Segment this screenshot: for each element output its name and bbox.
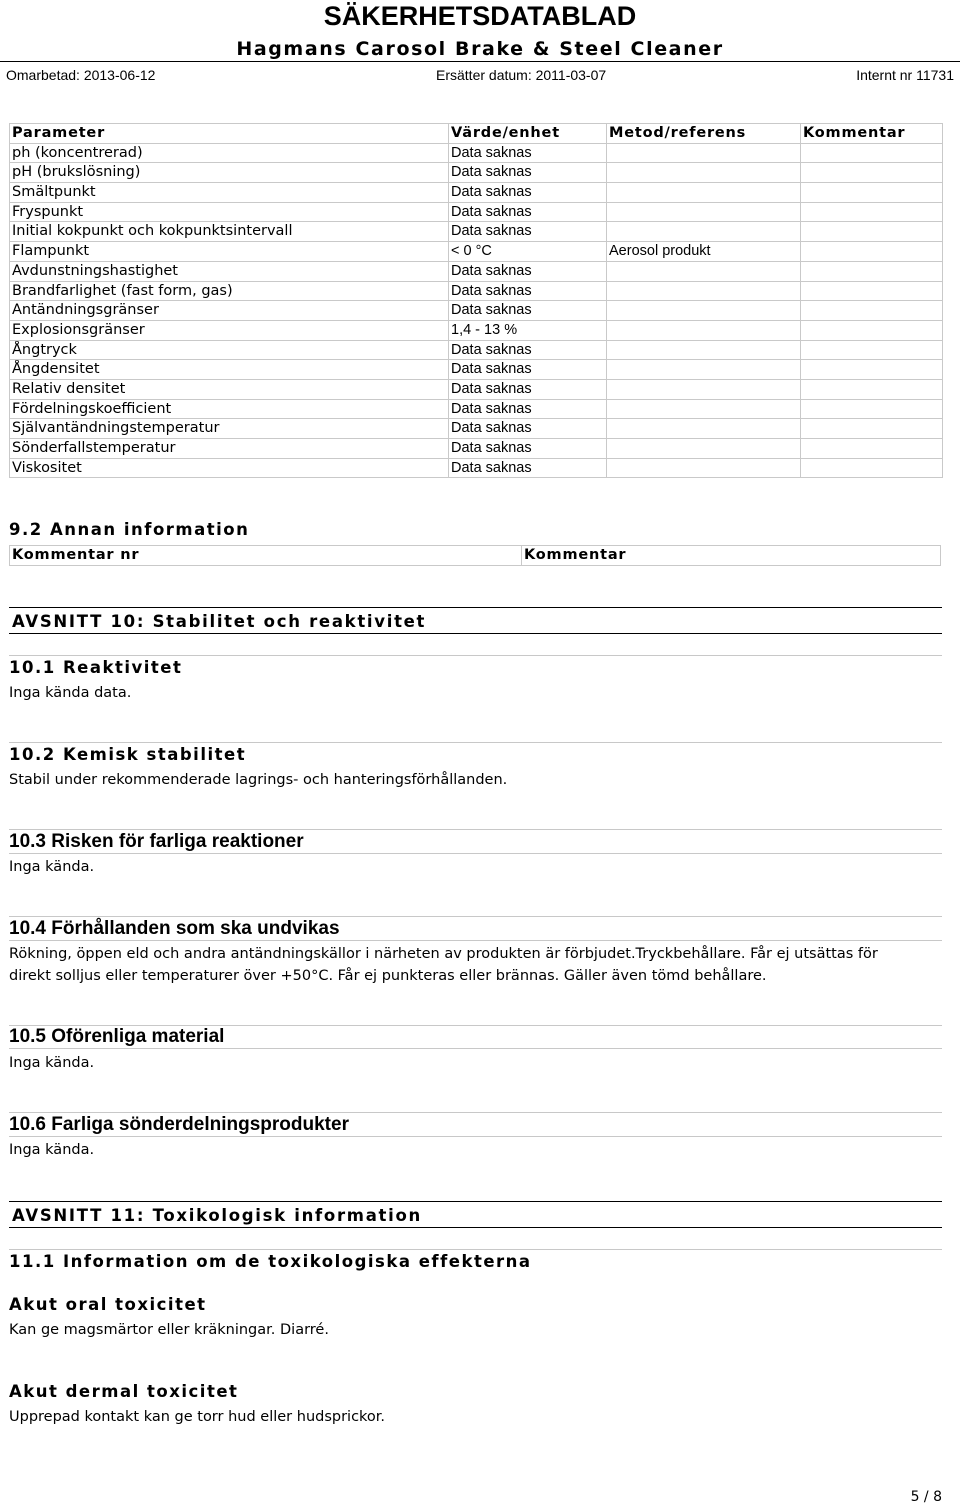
- section-11-top-rule: [9, 1201, 942, 1202]
- table-row: [10, 222, 943, 242]
- subsection-11-1-title: 11.1 Information om de toxikologiska effekterna: [9, 1252, 532, 1271]
- cell-value: Data saknas: [449, 163, 607, 183]
- cell-parameter: Smältpunkt: [10, 183, 449, 203]
- cell-method: [607, 379, 801, 399]
- subsection-underline: [9, 1048, 942, 1049]
- table-row: [10, 301, 943, 321]
- header-parameter: Parameter: [10, 124, 449, 144]
- cell-method: [607, 222, 801, 242]
- subsection-rule: [9, 1249, 942, 1250]
- cell-method: [607, 281, 801, 301]
- table-row: [10, 143, 943, 163]
- cell-comment: [801, 183, 943, 203]
- header-comment: Kommentar: [801, 124, 943, 144]
- internal-number: Internt nr 11731: [856, 67, 954, 83]
- cell-comment: [801, 419, 943, 439]
- subsection-10-4-text-line-2: direkt solljus eller temperaturer över +50°C. Får ej punkteras eller brännas. Gäller även tömd behållare.: [9, 968, 767, 984]
- cell-method: [607, 143, 801, 163]
- cell-value: < 0 °C: [449, 242, 607, 262]
- comment-table: [9, 545, 941, 566]
- table-row: [10, 379, 943, 399]
- header-value: Värde/enhet: [449, 124, 607, 144]
- header-divider: [0, 61, 960, 62]
- cell-value: Data saknas: [449, 222, 607, 242]
- cell-parameter: Ångdensitet: [10, 360, 449, 380]
- cell-comment: [801, 163, 943, 183]
- section-10-top-rule: [9, 607, 942, 608]
- revised-date: Omarbetad: 2013-06-12: [6, 67, 156, 83]
- table-row: [10, 163, 943, 183]
- cell-value: Data saknas: [449, 399, 607, 419]
- cell-method: [607, 301, 801, 321]
- cell-comment: [801, 458, 943, 478]
- section-10-bottom-rule: [9, 633, 942, 634]
- table-row: [10, 340, 943, 360]
- table-row: [10, 183, 943, 203]
- cell-method: [607, 439, 801, 459]
- table-row: [10, 399, 943, 419]
- table-row: [10, 202, 943, 222]
- cell-value: Data saknas: [449, 379, 607, 399]
- cell-parameter: Explosionsgränser: [10, 320, 449, 340]
- cell-parameter: Ångtryck: [10, 340, 449, 360]
- subsection-10-5-title: 10.5 Oförenliga material: [9, 1026, 225, 1047]
- cell-parameter: Flampunkt: [10, 242, 449, 262]
- table-row: [10, 439, 943, 459]
- cell-method: [607, 399, 801, 419]
- subsection-rule: [9, 829, 942, 830]
- product-name: Hagmans Carosol Brake & Steel Cleaner: [236, 38, 724, 60]
- subsection-rule: [9, 1112, 942, 1113]
- cell-parameter: Sönderfallstemperatur: [10, 439, 449, 459]
- subsection-10-4-title: 10.4 Förhållanden som ska undvikas: [9, 918, 340, 939]
- subsection-10-5-text: Inga kända.: [9, 1055, 95, 1071]
- cell-comment: [801, 439, 943, 459]
- table-row: [10, 419, 943, 439]
- subsection-10-6-text: Inga kända.: [9, 1142, 95, 1158]
- section-10-title: AVSNITT 10: Stabilitet och reaktivitet: [12, 612, 427, 631]
- page-number: 5 / 8: [910, 1489, 942, 1505]
- cell-comment: [801, 281, 943, 301]
- table-row: [10, 360, 943, 380]
- table-row: [10, 458, 943, 478]
- cell-method: [607, 340, 801, 360]
- cell-value: Data saknas: [449, 458, 607, 478]
- cell-comment: [801, 399, 943, 419]
- replaces-date: Ersätter datum: 2011-03-07: [436, 67, 607, 83]
- subsection-underline: [9, 940, 942, 941]
- subsection-10-4-text-line-1: Rökning, öppen eld och andra antändningskällor i närheten av produkten är förbjudet.Tryckbehållare. Får ej utsättas för: [9, 946, 878, 962]
- cell-parameter: Självantändningstemperatur: [10, 419, 449, 439]
- cell-parameter: Fördelningskoefficient: [10, 399, 449, 419]
- cell-value: Data saknas: [449, 281, 607, 301]
- cell-value: Data saknas: [449, 419, 607, 439]
- cell-method: [607, 202, 801, 222]
- cell-comment: [801, 222, 943, 242]
- section-11-title: AVSNITT 11: Toxikologisk information: [12, 1206, 422, 1225]
- cell-value: Data saknas: [449, 439, 607, 459]
- cell-parameter: pH (brukslösning): [10, 163, 449, 183]
- cell-method: [607, 320, 801, 340]
- cell-comment: [801, 301, 943, 321]
- cell-parameter: Fryspunkt: [10, 202, 449, 222]
- acute-dermal-toxicity-text: Upprepad kontakt kan ge torr hud eller hudsprickor.: [9, 1409, 386, 1425]
- subsection-underline: [9, 853, 942, 854]
- cell-parameter: ph (koncentrerad): [10, 143, 449, 163]
- cell-value: 1,4 - 13 %: [449, 320, 607, 340]
- header-method: Metod/referens: [607, 124, 801, 144]
- acute-dermal-toxicity-title: Akut dermal toxicitet: [9, 1382, 239, 1401]
- cell-parameter: Avdunstningshastighet: [10, 261, 449, 281]
- comment-number-header: Kommentar nr: [12, 547, 140, 563]
- subsection-10-1-text: Inga kända data.: [9, 685, 132, 701]
- comment-header: Kommentar: [524, 547, 627, 563]
- cell-parameter: Relativ densitet: [10, 379, 449, 399]
- cell-parameter: Antändningsgränser: [10, 301, 449, 321]
- section-9-2-title: 9.2 Annan information: [9, 520, 250, 539]
- cell-value: Data saknas: [449, 360, 607, 380]
- cell-comment: [801, 360, 943, 380]
- cell-value: Data saknas: [449, 143, 607, 163]
- cell-comment: [801, 242, 943, 262]
- subsection-10-2-text: Stabil under rekommenderade lagrings- och hanteringsförhållanden.: [9, 772, 508, 788]
- cell-method: Aerosol produkt: [607, 242, 801, 262]
- subsection-10-1-title: 10.1 Reaktivitet: [9, 658, 183, 677]
- subsection-10-3-title: 10.3 Risken för farliga reaktioner: [9, 831, 304, 852]
- cell-method: [607, 163, 801, 183]
- cell-method: [607, 419, 801, 439]
- acute-oral-toxicity-text: Kan ge magsmärtor eller kräkningar. Diarré.: [9, 1322, 329, 1338]
- cell-method: [607, 261, 801, 281]
- subsection-10-3-text: Inga kända.: [9, 859, 95, 875]
- cell-parameter: Brandfarlighet (fast form, gas): [10, 281, 449, 301]
- table-row: [10, 242, 943, 262]
- cell-method: [607, 458, 801, 478]
- comment-table-divider: [521, 546, 522, 565]
- cell-value: Data saknas: [449, 261, 607, 281]
- subsection-10-6-title: 10.6 Farliga sönderdelningsprodukter: [9, 1114, 349, 1135]
- subsection-rule: [9, 742, 942, 743]
- cell-method: [607, 183, 801, 203]
- cell-parameter: Initial kokpunkt och kokpunktsintervall: [10, 222, 449, 242]
- cell-comment: [801, 340, 943, 360]
- cell-comment: [801, 261, 943, 281]
- table-header-row: [10, 124, 943, 144]
- cell-method: [607, 360, 801, 380]
- physical-properties-table: [9, 123, 943, 478]
- table-row: [10, 261, 943, 281]
- subsection-rule: [9, 916, 942, 917]
- subsection-10-2-title: 10.2 Kemisk stabilitet: [9, 745, 247, 764]
- table-row: [10, 320, 943, 340]
- cell-value: Data saknas: [449, 202, 607, 222]
- cell-parameter: Viskositet: [10, 458, 449, 478]
- cell-value: Data saknas: [449, 183, 607, 203]
- table-row: [10, 281, 943, 301]
- subsection-rule: [9, 655, 942, 656]
- cell-value: Data saknas: [449, 340, 607, 360]
- cell-comment: [801, 379, 943, 399]
- acute-oral-toxicity-title: Akut oral toxicitet: [9, 1295, 207, 1314]
- document-title: SÄKERHETSDATABLAD: [323, 1, 637, 31]
- subsection-underline: [9, 1136, 942, 1137]
- section-11-bottom-rule: [9, 1227, 942, 1228]
- cell-comment: [801, 143, 943, 163]
- cell-comment: [801, 202, 943, 222]
- cell-comment: [801, 320, 943, 340]
- cell-value: Data saknas: [449, 301, 607, 321]
